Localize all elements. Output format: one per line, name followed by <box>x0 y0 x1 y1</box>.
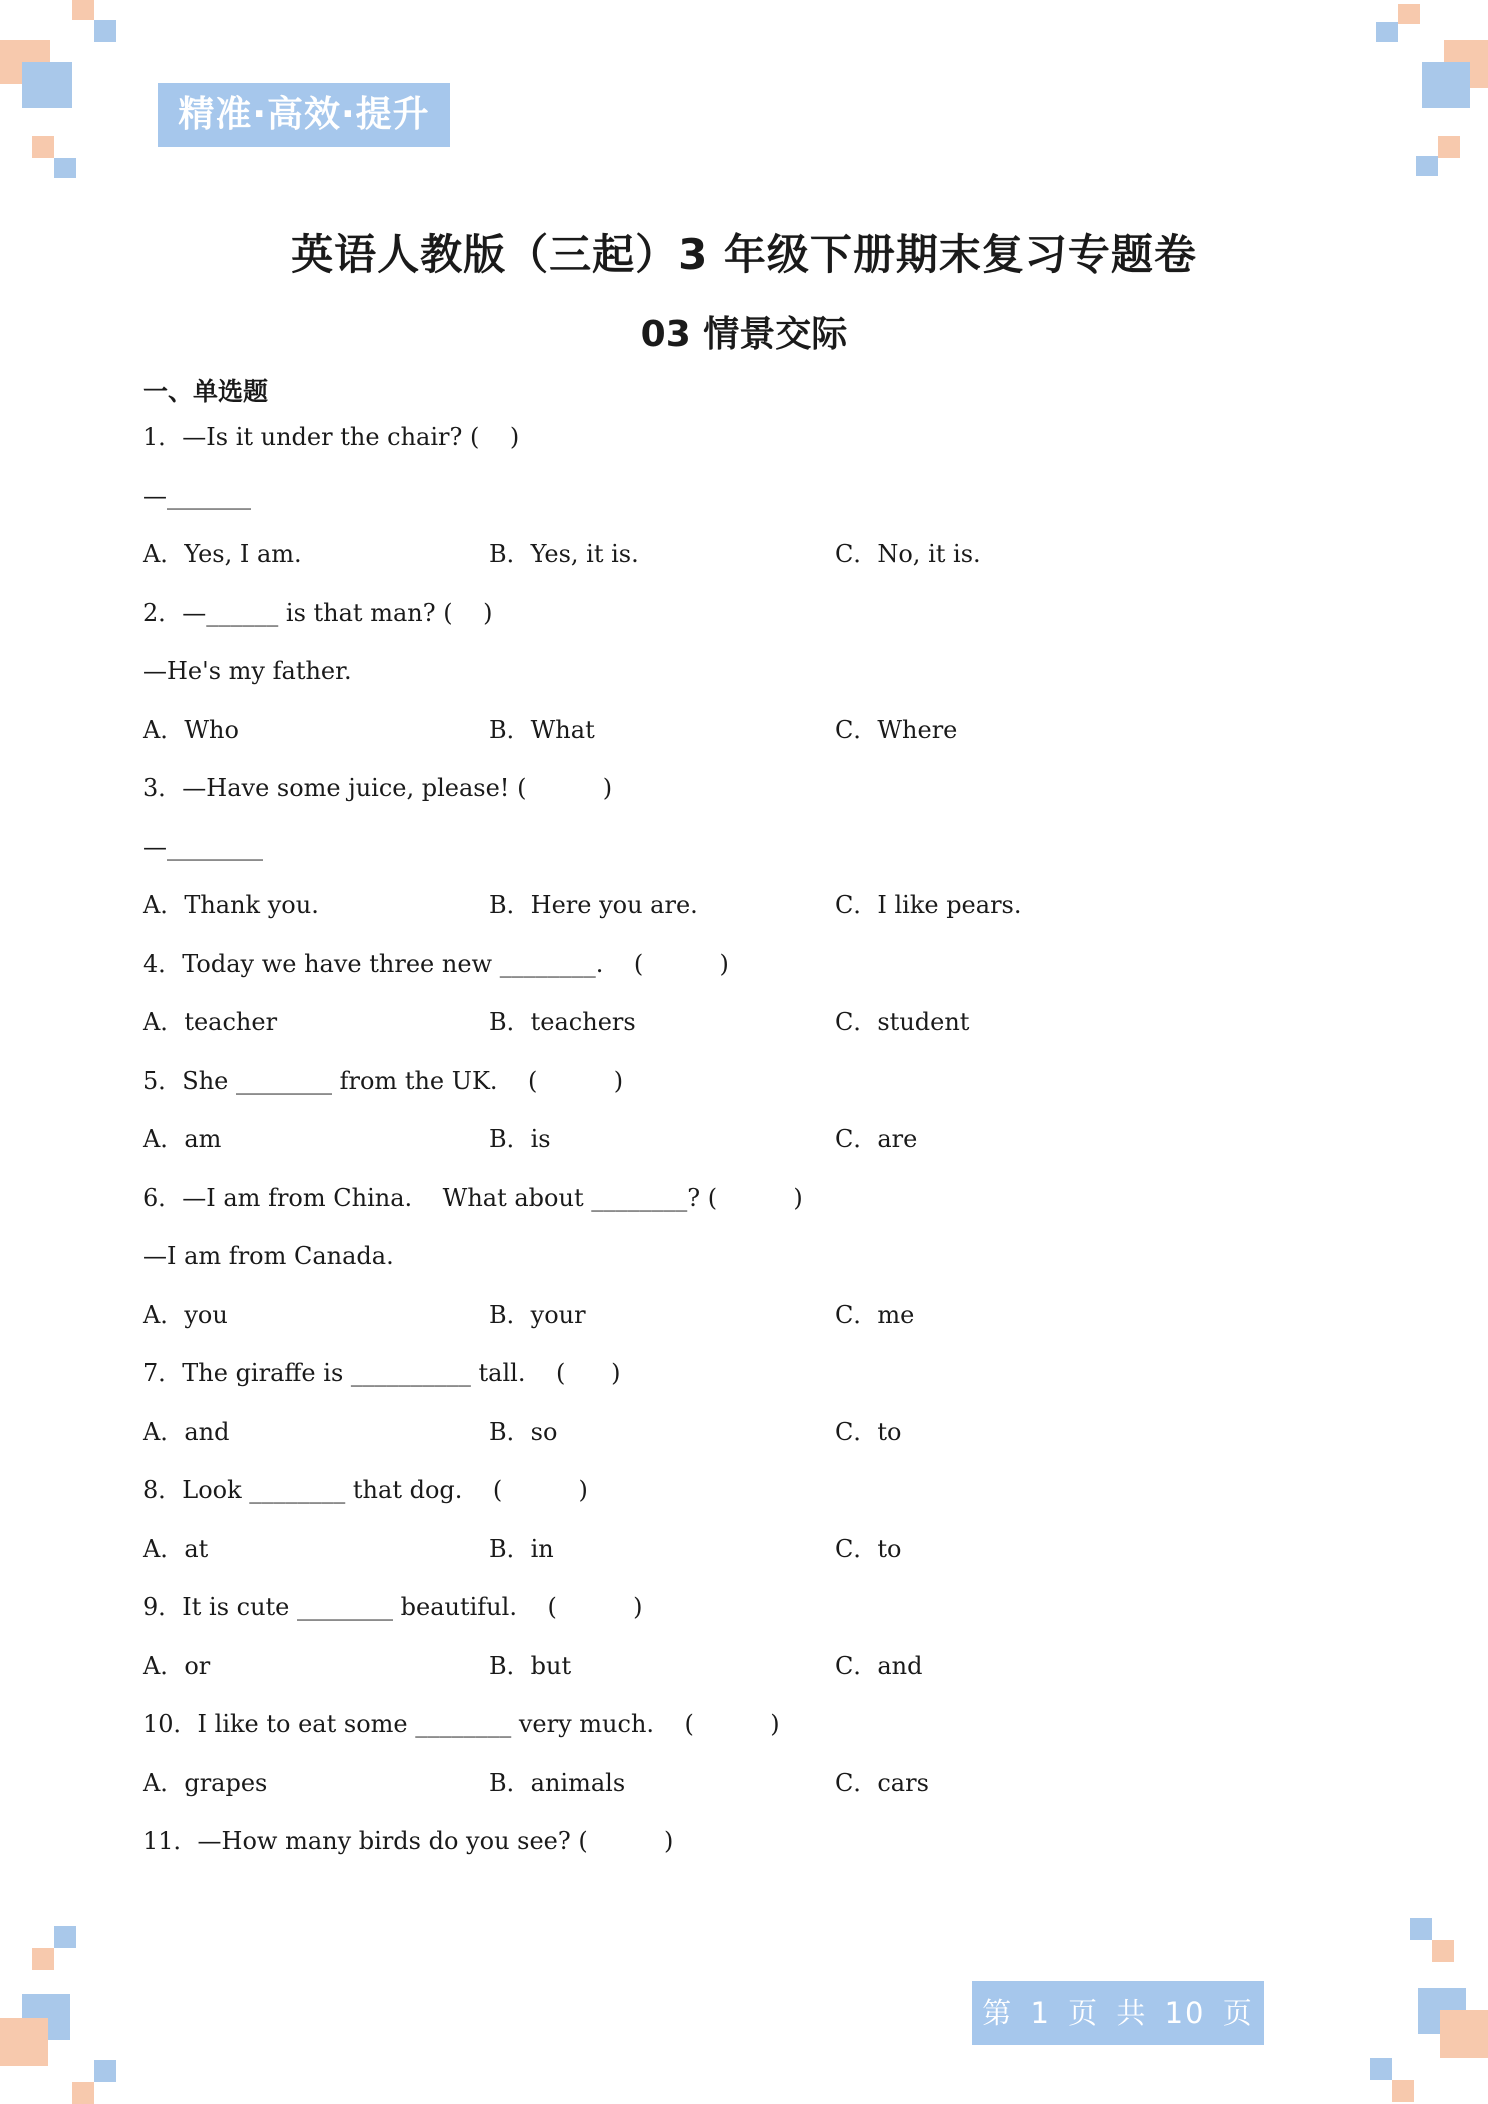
question-stem: 3．—Have some juice, please! ( ) <box>143 774 613 802</box>
decor-square <box>1438 136 1460 158</box>
question-stem: 4．Today we have three new ________. ( ) <box>143 950 729 978</box>
option-c[interactable]: C．to <box>835 1418 902 1446</box>
decor-square <box>54 1926 76 1948</box>
question-stem: 1．—Is it under the chair? ( ) <box>143 423 520 451</box>
decor-square <box>1440 2010 1488 2058</box>
question-answer-line: —He's my father. <box>143 657 352 685</box>
question-answer-line: —_______ <box>143 482 251 510</box>
option-c[interactable]: C．Where <box>835 716 958 744</box>
option-b[interactable]: B．Here you are. <box>489 891 698 919</box>
decor-square <box>32 136 54 158</box>
question-stem: 5．She ________ from the UK. ( ) <box>143 1067 624 1095</box>
decor-square <box>1376 22 1398 42</box>
option-c[interactable]: C．cars <box>835 1769 929 1797</box>
option-b[interactable]: B．in <box>489 1535 554 1563</box>
option-a[interactable]: A．and <box>143 1418 230 1446</box>
question-answer-line: —I am from Canada. <box>143 1242 394 1270</box>
option-b[interactable]: B．so <box>489 1418 558 1446</box>
decor-square <box>0 2018 48 2066</box>
option-a[interactable]: A．teacher <box>143 1008 278 1036</box>
option-c[interactable]: C．to <box>835 1535 902 1563</box>
question-stem: 11．—How many birds do you see? ( ) <box>143 1827 674 1855</box>
decor-square <box>1392 2080 1414 2102</box>
page-title: 英语人教版（三起）3 年级下册期末复习专题卷 <box>291 230 1197 279</box>
decor-square <box>1398 4 1420 24</box>
option-b[interactable]: B．Yes, it is. <box>489 540 639 568</box>
option-b[interactable]: B．What <box>489 716 595 744</box>
decor-square <box>1370 2058 1392 2080</box>
option-c[interactable]: C．I like pears. <box>835 891 1022 919</box>
question-answer-line: —________ <box>143 833 263 861</box>
question-stem: 6．—I am from China. What about ________? ( ) <box>143 1184 803 1212</box>
option-b[interactable]: B．your <box>489 1301 586 1329</box>
option-b[interactable]: B．animals <box>489 1769 626 1797</box>
option-c[interactable]: C．No, it is. <box>835 540 981 568</box>
decor-square <box>32 1948 54 1970</box>
decor-square <box>1410 1918 1432 1940</box>
option-c[interactable]: C．and <box>835 1652 923 1680</box>
option-b[interactable]: B．teachers <box>489 1008 636 1036</box>
question-stem: 10．I like to eat some ________ very much. ( ) <box>143 1710 780 1738</box>
option-c[interactable]: C．student <box>835 1008 970 1036</box>
option-a[interactable]: A．Thank you. <box>143 891 319 919</box>
option-a[interactable]: A．am <box>143 1125 222 1153</box>
decor-square <box>1422 62 1470 108</box>
question-stem: 7．The giraffe is __________ tall. ( ) <box>143 1359 621 1387</box>
page-subtitle: 03 情景交际 <box>640 314 848 355</box>
decor-square <box>54 158 76 178</box>
option-a[interactable]: A．Yes, I am. <box>143 540 302 568</box>
decor-square <box>1432 1940 1454 1962</box>
option-a[interactable]: A．you <box>143 1301 228 1329</box>
option-a[interactable]: A．Who <box>143 716 239 744</box>
decor-square <box>22 62 72 108</box>
decor-square <box>1416 156 1438 176</box>
option-c[interactable]: C．are <box>835 1125 918 1153</box>
brand-banner: 精准·高效·提升 <box>158 83 450 147</box>
question-stem: 8．Look ________ that dog. ( ) <box>143 1476 588 1504</box>
option-c[interactable]: C．me <box>835 1301 915 1329</box>
page-indicator: 第 1 页 共 10 页 <box>972 1981 1264 2045</box>
option-b[interactable]: B．but <box>489 1652 572 1680</box>
decor-square <box>72 2082 94 2104</box>
option-a[interactable]: A．grapes <box>143 1769 268 1797</box>
option-a[interactable]: A．at <box>143 1535 209 1563</box>
decor-square <box>94 20 116 42</box>
section-heading: 一、单选题 <box>143 377 269 406</box>
decor-square <box>72 0 94 20</box>
question-stem: 9．It is cute ________ beautiful. ( ) <box>143 1593 643 1621</box>
decor-square <box>94 2060 116 2082</box>
option-a[interactable]: A．or <box>143 1652 211 1680</box>
question-stem: 2．—______ is that man? ( ) <box>143 599 493 627</box>
option-b[interactable]: B．is <box>489 1125 551 1153</box>
